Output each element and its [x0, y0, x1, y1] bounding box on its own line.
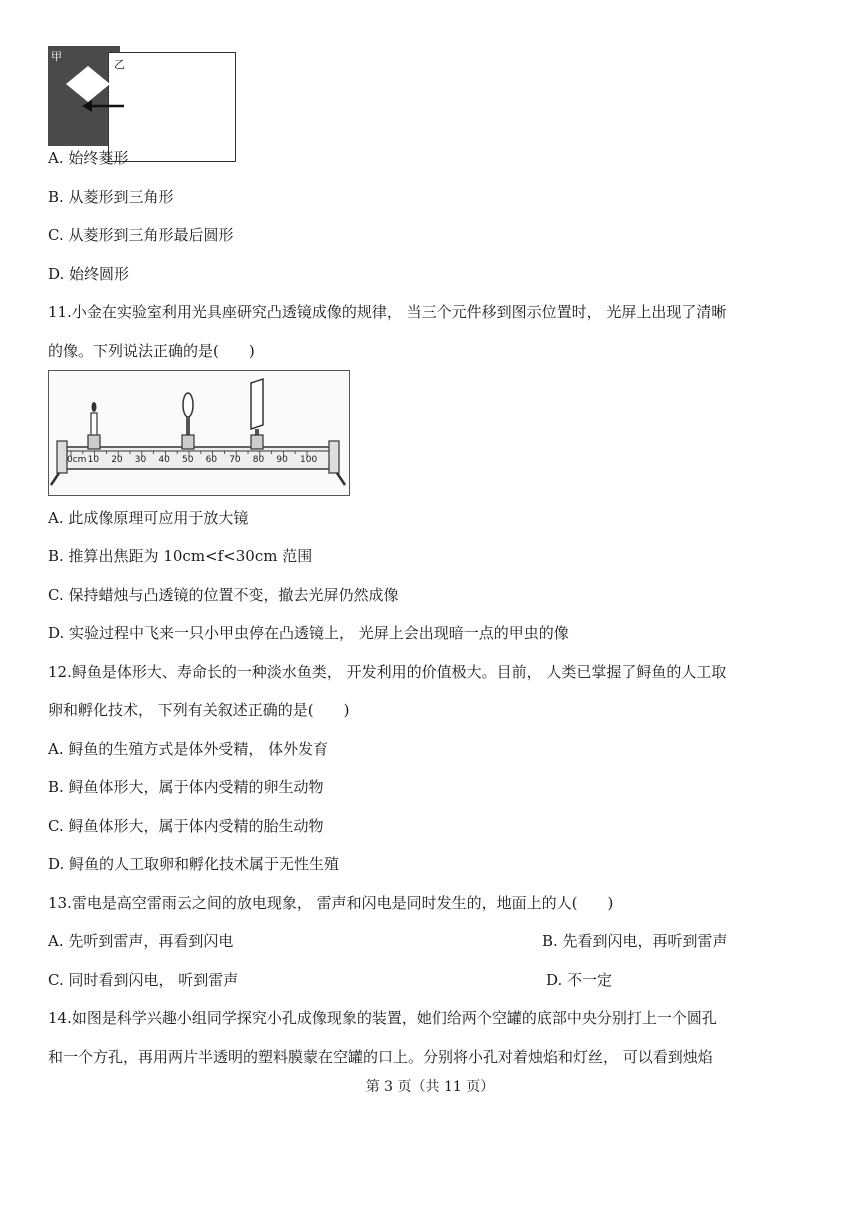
q12-option-d: D. 鲟鱼的人工取卵和孵化技术属于无性生殖: [48, 855, 340, 873]
bench-tick-label: 10: [87, 455, 100, 465]
q11-option-a: A. 此成像原理可应用于放大镜: [48, 509, 249, 527]
q11-stem-line2: 的像。下列说法正确的是( ): [48, 342, 255, 360]
q11-option-d: D. 实验过程中飞来一只小甲虫停在凸透镜上， 光屏上会出现暗一点的甲虫的像: [48, 624, 569, 642]
label-yi: 乙: [114, 58, 125, 71]
q13-option-c: C. 同时看到闪电， 听到雷声: [48, 971, 239, 989]
diamond-arrow-drawing: [48, 46, 188, 158]
q11-option-c: C. 保持蜡烛与凸透镜的位置不变，撤去光屏仍然成像: [48, 586, 399, 604]
q10-option-b: B. 从菱形到三角形: [48, 188, 174, 206]
q12-stem-line2: 卵和孵化技术， 下列有关叙述正确的是( ): [48, 701, 350, 719]
q10-option-d: D. 始终圆形: [48, 265, 130, 283]
q12-stem-line1: 12.鲟鱼是体形大、寿命长的一种淡水鱼类， 开发利用的价值极大。目前， 人类已掌握了鲟鱼的人工取: [48, 663, 727, 681]
bench-scale-labels: [49, 371, 349, 495]
bench-tick-label: 40: [158, 455, 170, 465]
bench-tick-label: 50: [182, 455, 194, 465]
q13-stem-line1: 13.雷电是高空雷雨云之间的放电现象， 雷声和闪电是同时发生的，地面上的人( ): [48, 894, 614, 912]
q10-option-c: C. 从菱形到三角形最后圆形: [48, 226, 234, 244]
bench-tick-label: 80: [252, 455, 265, 465]
q13-option-d: D. 不一定: [546, 971, 613, 989]
q11-stem-line1: 11.小金在实验室利用光具座研究凸透镜成像的规律， 当三个元件移到图示位置时， 光屏上出现了清晰: [48, 303, 727, 321]
q12-option-b: B. 鲟鱼体形大，属于体内受精的卵生动物: [48, 778, 324, 796]
bench-tick-label: 20: [111, 455, 123, 465]
label-jia: 甲: [51, 50, 62, 63]
optical-bench-figure: [48, 370, 350, 496]
q13-option-a: A. 先听到雷声，再看到闪电: [48, 932, 234, 950]
q11-option-b: B. 推算出焦距为 10cm<f<30cm 范围: [48, 547, 313, 565]
bench-tick-label: 70: [229, 455, 241, 465]
page-footer: 第 3 页（共 11 页）: [365, 1079, 495, 1095]
diamond-hole: [66, 66, 110, 102]
bench-tick-label: 30: [134, 455, 147, 465]
bench-tick-label: 100: [300, 455, 318, 465]
q12-option-c: C. 鲟鱼体形大，属于体内受精的胎生动物: [48, 817, 324, 835]
bench-tick-label: 90: [276, 455, 288, 465]
figure-diamond-cards: [48, 46, 188, 158]
q10-option-a: A. 始终菱形: [48, 149, 129, 167]
q12-option-a: A. 鲟鱼的生殖方式是体外受精， 体外发育: [48, 740, 329, 758]
q14-stem-line1: 14.如图是科学兴趣小组同学探究小孔成像现象的装置，她们给两个空罐的底部中央分别打上一个圆孔: [48, 1009, 717, 1027]
arrow-head: [82, 100, 92, 112]
q14-stem-line2: 和一个方孔，再用两片半透明的塑料膜蒙在空罐的口上。分别将小孔对着烛焰和灯丝， 可以看到烛焰: [48, 1048, 713, 1066]
bench-tick-label: 60: [205, 455, 218, 465]
bench-tick-label: 0cm: [67, 455, 87, 465]
q13-option-b: B. 先看到闪电，再听到雷声: [542, 932, 728, 950]
